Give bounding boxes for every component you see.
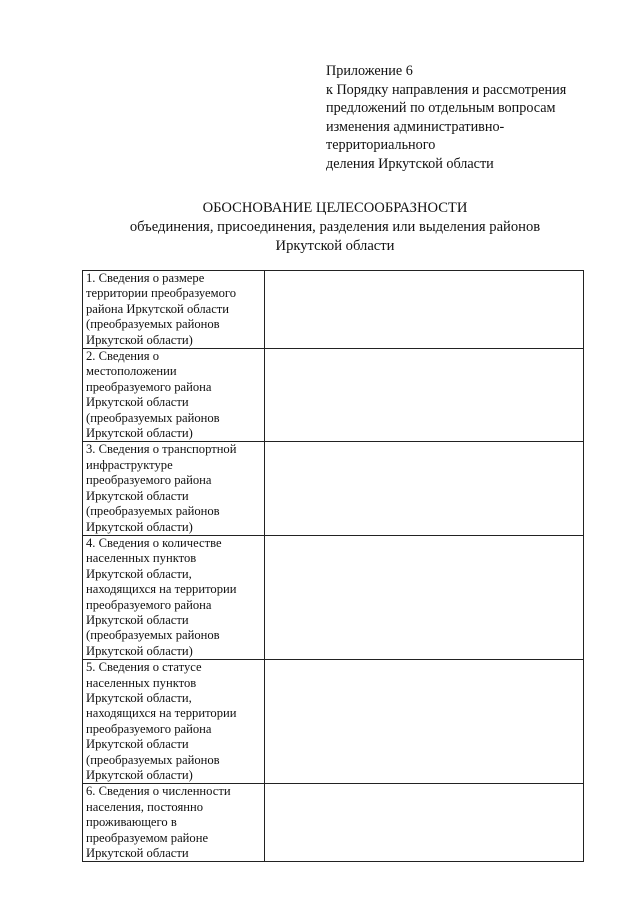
document-title: ОБОСНОВАНИЕ ЦЕЛЕСООБРАЗНОСТИ	[202, 200, 468, 216]
annex-line: предложений по отдельным вопросам	[326, 100, 556, 117]
row-label-line: Иркутской области	[86, 737, 189, 752]
row-value-cell[interactable]	[265, 271, 584, 349]
row-label-line: Иркутской области)	[86, 768, 193, 782]
row-label-line: (преобразуемых районов	[86, 628, 220, 643]
annex-line: деления Иркутской области	[326, 155, 494, 172]
row-label-line: находящихся на территории	[86, 582, 237, 597]
row-label-line: преобразуемого района	[86, 379, 212, 394]
row-value-cell[interactable]	[265, 660, 584, 784]
row-label-line: 2. Сведения о	[86, 349, 160, 364]
row-label-line: населенных пунктов	[86, 675, 197, 690]
document-subtitle: объединения, присоединения, разделения или выделения районов	[129, 219, 541, 235]
row-label-line: Иркутской области)	[86, 519, 193, 534]
row-label-line: местоположении	[86, 364, 177, 379]
row-label-line: (преобразуемых районов	[86, 752, 220, 767]
row-label-line: преобразуемого района	[86, 597, 212, 612]
row-label-line: преобразуемого района	[86, 721, 212, 736]
row-label-line: инфраструктуре	[86, 457, 173, 472]
row-label-cell	[83, 271, 265, 349]
row-label-line: населенных пунктов	[86, 551, 197, 566]
annex-block	[326, 62, 616, 174]
row-label-cell	[83, 442, 265, 535]
row-label-line: преобразуемого района	[86, 473, 212, 488]
row-label-line: Иркутской области	[86, 395, 189, 410]
annex-line: изменения административно-	[326, 118, 505, 135]
row-label-line: 4. Сведения о количестве	[86, 535, 222, 550]
row-label-line: Иркутской области)	[86, 643, 193, 658]
row-label-line: населения, постоянно	[86, 799, 204, 814]
row-label-line: 3. Сведения о транспортной	[86, 442, 237, 457]
row-label-line: территории преобразуемого	[86, 286, 237, 301]
annex-line: Приложение 6	[326, 63, 413, 79]
table-row	[83, 271, 584, 349]
row-label-line: 5. Сведения о статусе	[86, 660, 202, 675]
row-label-line: 1. Сведения о размере	[86, 271, 205, 285]
row-label-line: 6. Сведения о численности	[86, 784, 231, 799]
row-label-line: Иркутской области	[86, 612, 189, 627]
row-label-line: Иркутской области)	[86, 426, 193, 441]
row-label-line: Иркутской области	[86, 846, 189, 861]
row-label-cell	[83, 660, 265, 784]
row-label-line: преобразуемом районе	[86, 830, 209, 845]
table-row	[83, 442, 584, 535]
row-label-line: Иркутской области	[86, 488, 189, 503]
row-label-line: (преобразуемых районов	[86, 317, 220, 332]
row-label-line: (преобразуемых районов	[86, 504, 220, 519]
document-heading	[80, 199, 590, 256]
row-label-line: Иркутской области)	[86, 332, 193, 347]
document-subtitle: Иркутской области	[275, 238, 395, 254]
annex-line: территориального	[326, 137, 436, 154]
row-value-cell[interactable]	[265, 442, 584, 535]
justification-table	[82, 270, 584, 862]
row-label-line: Иркутской области,	[86, 566, 192, 581]
row-value-cell[interactable]	[265, 784, 584, 862]
row-label-line: района Иркутской области	[86, 301, 230, 316]
row-label-line: (преобразуемых районов	[86, 410, 220, 425]
table-row	[83, 349, 584, 442]
row-label-line: находящихся на территории	[86, 706, 237, 721]
row-label-cell	[83, 784, 265, 862]
annex-line: к Порядку направления и рассмотрения	[326, 81, 567, 98]
row-label-line: Иркутской области,	[86, 690, 192, 705]
row-value-cell[interactable]	[265, 535, 584, 659]
table-row	[83, 535, 584, 659]
table-body	[83, 271, 584, 862]
table-row	[83, 660, 584, 784]
row-value-cell[interactable]	[265, 349, 584, 442]
row-label-cell	[83, 349, 265, 442]
row-label-cell	[83, 535, 265, 659]
row-label-line: проживающего в	[86, 815, 177, 830]
table-row	[83, 784, 584, 862]
